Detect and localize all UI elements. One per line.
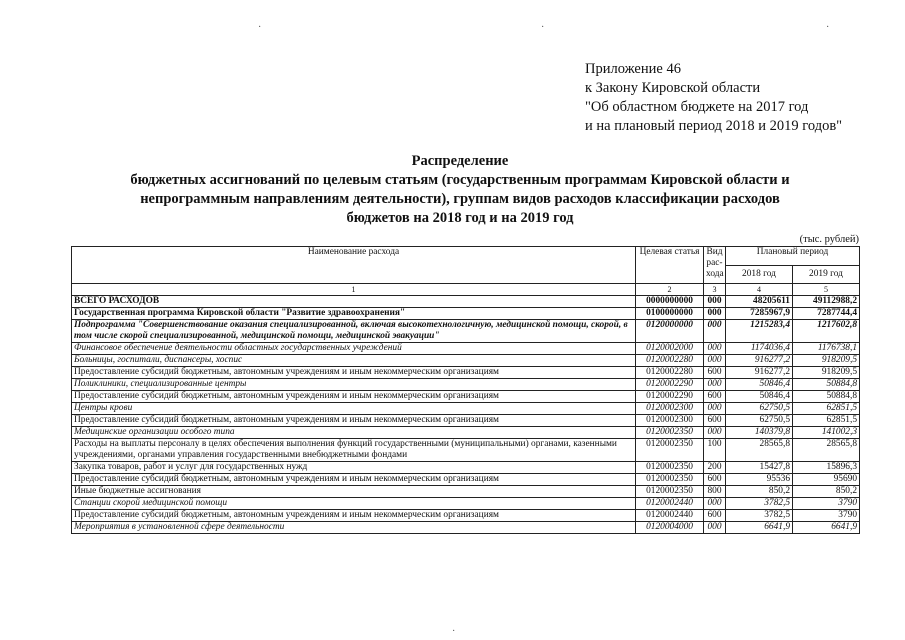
row-2019: 50884,8 — [793, 391, 860, 403]
header-name: Наименование расхода — [72, 247, 636, 284]
row-2018: 916277,2 — [726, 367, 793, 379]
table-row — [72, 474, 860, 486]
document-title — [60, 152, 860, 228]
row-name: Иные бюджетные ассигнования — [72, 486, 636, 498]
row-name: Предоставление субсидий бюджетным, автономным учреждениям и иным некоммерческим организациям — [72, 474, 636, 486]
unit-label: (тыс. рублей) — [799, 234, 859, 245]
row-name: ВСЕГО РАСХОДОВ — [72, 296, 636, 308]
row-name: Предоставление субсидий бюджетным, автономным учреждениям и иным некоммерческим организациям — [72, 367, 636, 379]
row-2019: 62851,5 — [793, 403, 860, 415]
column-number: 4 — [726, 284, 793, 296]
row-code: 0120002280 — [636, 355, 704, 367]
row-2018: 850,2 — [726, 486, 793, 498]
table-row — [72, 308, 860, 320]
row-type: 000 — [704, 296, 726, 308]
row-2018: 140379,8 — [726, 427, 793, 439]
row-type: 000 — [704, 355, 726, 367]
row-type: 600 — [704, 367, 726, 379]
scan-speck: · — [826, 22, 830, 33]
row-2018: 28565,8 — [726, 439, 793, 462]
row-type: 800 — [704, 486, 726, 498]
row-name: Поликлиники, специализированные центры — [72, 379, 636, 391]
appendix-line: Приложение 46 — [585, 61, 681, 77]
table-row — [72, 391, 860, 403]
row-2018: 62750,5 — [726, 415, 793, 427]
row-2019: 6641,9 — [793, 522, 860, 534]
title-line: Распределение — [411, 153, 509, 169]
row-2019: 1217602,8 — [793, 320, 860, 343]
row-name: Предоставление субсидий бюджетным, автономным учреждениям и иным некоммерческим организациям — [72, 391, 636, 403]
row-type: 000 — [704, 498, 726, 510]
column-number: 2 — [636, 284, 704, 296]
row-code: 0120002350 — [636, 439, 704, 462]
row-type: 000 — [704, 522, 726, 534]
header-2019: 2019 год — [793, 265, 860, 284]
row-2018: 916277,2 — [726, 355, 793, 367]
header-2018: 2018 год — [726, 265, 793, 284]
row-code: 0120002280 — [636, 367, 704, 379]
row-code: 0000000000 — [636, 296, 704, 308]
row-2019: 7287744,4 — [793, 308, 860, 320]
row-type: 000 — [704, 308, 726, 320]
row-code: 0120002440 — [636, 498, 704, 510]
row-type: 600 — [704, 391, 726, 403]
row-code: 0120002350 — [636, 486, 704, 498]
table-row — [72, 462, 860, 474]
row-2019: 95690 — [793, 474, 860, 486]
row-name: Предоставление субсидий бюджетным, автономным учреждениям и иным некоммерческим организациям — [72, 415, 636, 427]
row-type: 000 — [704, 320, 726, 343]
table-row — [72, 510, 860, 522]
row-code: 0120002350 — [636, 474, 704, 486]
row-code: 0120002290 — [636, 379, 704, 391]
column-number: 3 — [704, 284, 726, 296]
title-line: бюджетных ассигнований по целевым статьям (государственным программам Кировской области и — [130, 172, 790, 188]
scan-speck: · — [452, 626, 456, 637]
row-name: Станции скорой медицинской помощи — [72, 498, 636, 510]
table-row — [72, 355, 860, 367]
row-code: 0120002350 — [636, 427, 704, 439]
row-name: Больницы, госпитали, диспансеры, хоспис — [72, 355, 636, 367]
table-row — [72, 320, 860, 343]
row-name: Центры крови — [72, 403, 636, 415]
column-number-row — [72, 284, 860, 296]
row-type: 000 — [704, 403, 726, 415]
appendix-line: и на плановый период 2018 и 2019 годов" — [585, 118, 843, 134]
row-2018: 3782,5 — [726, 498, 793, 510]
row-type: 600 — [704, 415, 726, 427]
table-row — [72, 522, 860, 534]
row-type: 100 — [704, 439, 726, 462]
row-2018: 95536 — [726, 474, 793, 486]
header-row — [72, 247, 860, 266]
row-2018: 7285967,9 — [726, 308, 793, 320]
header-type: Вид рас-хода — [704, 247, 726, 284]
row-2019: 1176738,1 — [793, 343, 860, 355]
row-2019: 918209,5 — [793, 367, 860, 379]
row-2019: 3790 — [793, 510, 860, 522]
row-2018: 1174036,4 — [726, 343, 793, 355]
row-type: 600 — [704, 510, 726, 522]
row-code: 0120004000 — [636, 522, 704, 534]
row-name: Мероприятия в установленной сфере деятельности — [72, 522, 636, 534]
row-2019: 3790 — [793, 498, 860, 510]
appendix-line: "Об областном бюджете на 2017 год — [585, 99, 809, 115]
row-code: 0120000000 — [636, 320, 704, 343]
row-2019: 15896,3 — [793, 462, 860, 474]
table-row — [72, 379, 860, 391]
row-type: 000 — [704, 343, 726, 355]
row-code: 0120002300 — [636, 415, 704, 427]
row-code: 0120002350 — [636, 462, 704, 474]
row-name: Подпрограмма "Совершенствование оказания специализированной, включая высокотехнологичную, медицинской помощи, скорой, в том числе скорой специализированной, медицинской помощи, медицинской эвакуации" — [72, 320, 636, 343]
row-2018: 1215283,4 — [726, 320, 793, 343]
row-code: 0120002440 — [636, 510, 704, 522]
row-2018: 50846,4 — [726, 391, 793, 403]
row-2018: 48205611 — [726, 296, 793, 308]
row-name: Финансовое обеспечение деятельности областных государственных учреждений — [72, 343, 636, 355]
row-code: 0100000000 — [636, 308, 704, 320]
row-code: 0120002290 — [636, 391, 704, 403]
row-code: 0120002300 — [636, 403, 704, 415]
row-2019: 49112988,2 — [793, 296, 860, 308]
title-line: бюджетов на 2018 год и на 2019 год — [346, 210, 574, 226]
row-name: Закупка товаров, работ и услуг для государственных нужд — [72, 462, 636, 474]
header-target: Целевая статья — [636, 247, 704, 284]
row-type: 200 — [704, 462, 726, 474]
row-2019: 50884,8 — [793, 379, 860, 391]
row-name: Медицинские организации особого типа — [72, 427, 636, 439]
row-code: 0120002000 — [636, 343, 704, 355]
row-name: Предоставление субсидий бюджетным, автономным учреждениям и иным некоммерческим организациям — [72, 510, 636, 522]
row-type: 600 — [704, 474, 726, 486]
header-planned: Плановый период — [726, 247, 860, 266]
row-2018: 6641,9 — [726, 522, 793, 534]
table-row — [72, 498, 860, 510]
title-line: непрограммным направлениям деятельности), группам видов расходов классификации расходов — [140, 191, 780, 207]
row-2018: 50846,4 — [726, 379, 793, 391]
row-type: 000 — [704, 427, 726, 439]
table-row — [72, 367, 860, 379]
row-type: 000 — [704, 379, 726, 391]
table-row — [72, 403, 860, 415]
row-name: Расходы на выплаты персоналу в целях обеспечения выполнения функций государственными (муниципальными) органами, казенными учреждениями, органами управления государственными внебюджетными фондами — [72, 439, 636, 462]
row-2019: 141002,3 — [793, 427, 860, 439]
row-2019: 28565,8 — [793, 439, 860, 462]
row-2019: 62851,5 — [793, 415, 860, 427]
row-2019: 918209,5 — [793, 355, 860, 367]
table-row — [72, 486, 860, 498]
row-2018: 15427,8 — [726, 462, 793, 474]
column-number: 5 — [793, 284, 860, 296]
table-row — [72, 427, 860, 439]
table-row — [72, 296, 860, 308]
budget-table — [71, 246, 860, 534]
row-name: Государственная программа Кировской области "Развитие здравоохранения" — [72, 308, 636, 320]
table-row — [72, 343, 860, 355]
column-number: 1 — [72, 284, 636, 296]
table-row — [72, 415, 860, 427]
row-2019: 850,2 — [793, 486, 860, 498]
row-2018: 3782,5 — [726, 510, 793, 522]
appendix-note — [585, 60, 842, 136]
scan-speck: · — [541, 22, 545, 33]
table-row — [72, 439, 860, 462]
row-2018: 62750,5 — [726, 403, 793, 415]
scan-speck: · — [258, 22, 262, 33]
appendix-line: к Закону Кировской области — [585, 80, 761, 96]
